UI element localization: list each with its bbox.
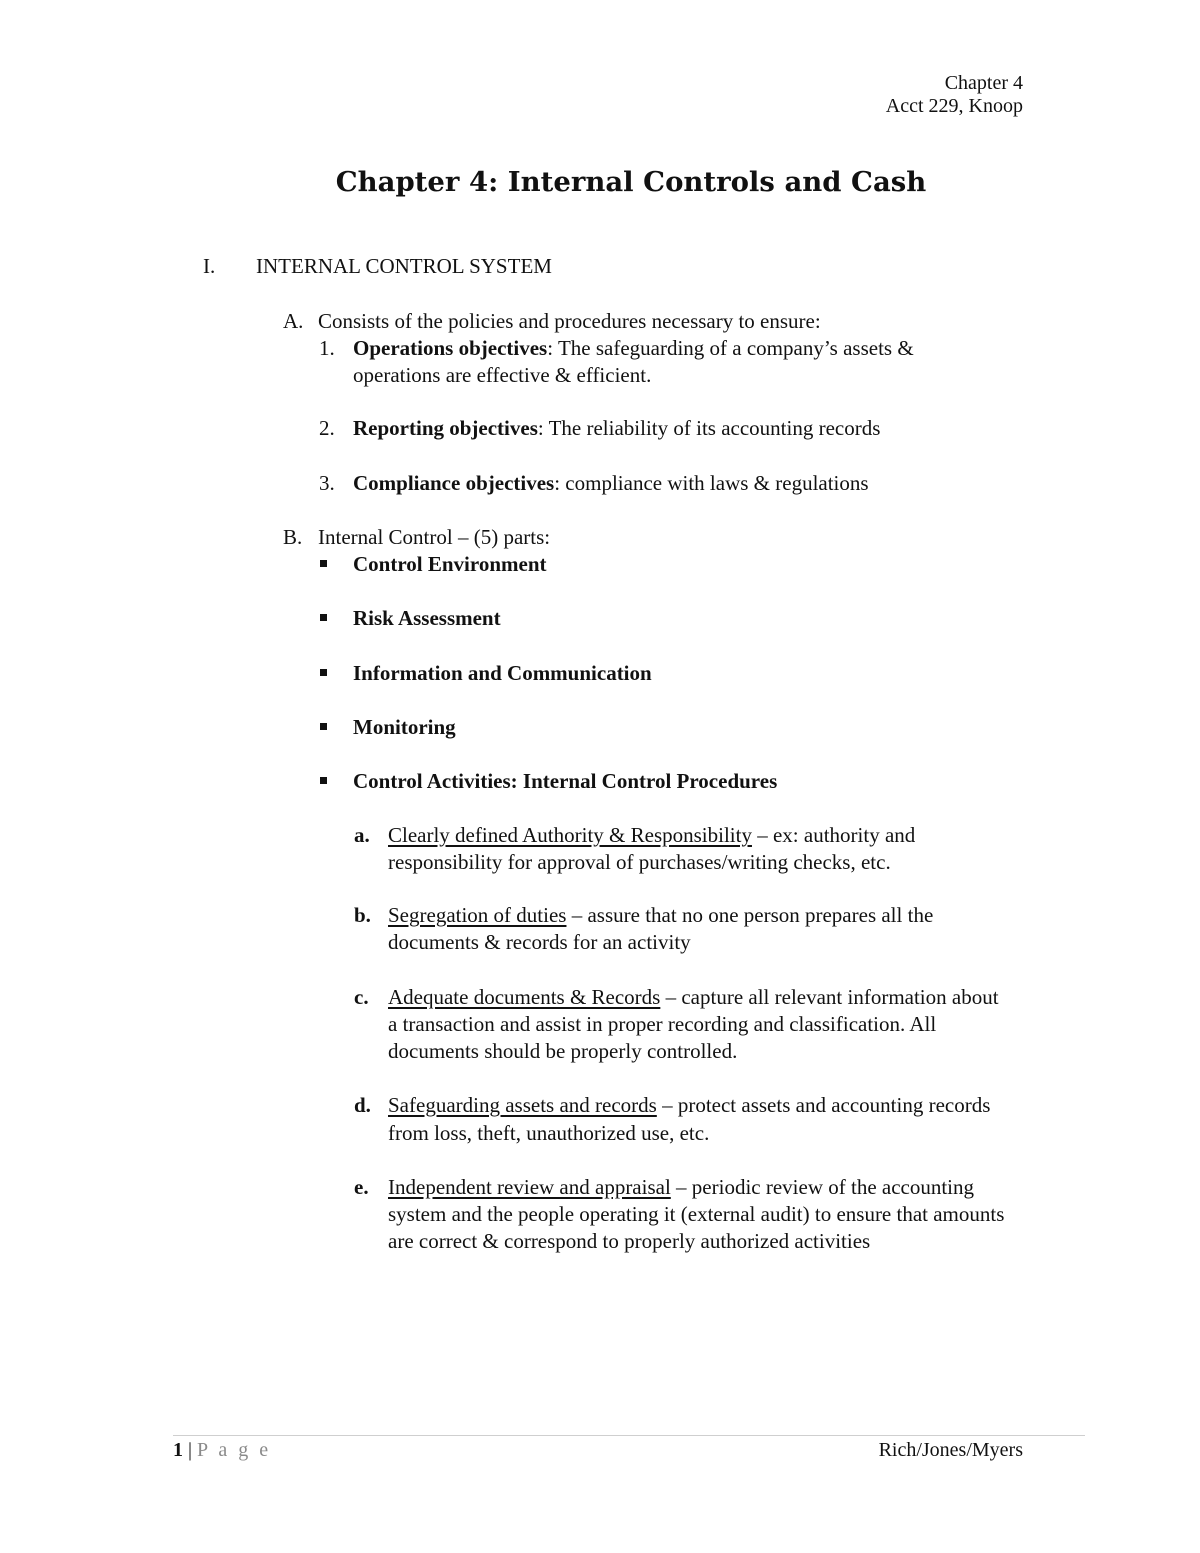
part-a-letter: A.	[283, 309, 304, 333]
procedure-text-cont: documents should be properly controlled.	[388, 1039, 738, 1063]
footer-page	[173, 1438, 271, 1462]
square-bullet-icon	[320, 723, 327, 730]
procedure-text-cont: from loss, theft, unauthorized use, etc.	[388, 1121, 710, 1145]
procedure-letter: e.	[354, 1175, 369, 1199]
procedure-text: – protect assets and accounting records	[656, 1093, 991, 1117]
objective-item	[353, 470, 869, 497]
objective-term: Compliance objectives	[353, 471, 555, 495]
control-part: Risk Assessment	[353, 606, 501, 630]
procedure-text-cont: responsibility for approval of purchases/writing checks, etc.	[388, 850, 891, 874]
procedure-term: Safeguarding assets and records	[388, 1093, 657, 1117]
control-part: Monitoring	[353, 715, 456, 739]
objective-number: 2.	[319, 416, 335, 440]
part-a-intro: Consists of the policies and procedures necessary to ensure:	[318, 309, 821, 333]
procedure-letter: d.	[354, 1093, 371, 1117]
procedure-text: – periodic review of the accounting	[670, 1175, 975, 1199]
header-chapter: Chapter 4	[944, 72, 1023, 94]
page-number: 1	[173, 1439, 183, 1461]
objective-item	[353, 415, 880, 442]
procedure-text: – ex: authority and	[751, 823, 916, 847]
page-title: Chapter 4: Internal Controls and Cash	[335, 166, 927, 198]
control-part: Control Activities: Internal Control Procedures	[353, 769, 778, 793]
objective-text: : compliance with laws & regulations	[554, 471, 869, 495]
procedure-text-cont: a transaction and assist in proper recording and classification. All	[388, 1012, 937, 1036]
section-numeral: I.	[203, 254, 216, 278]
part-b-letter: B.	[283, 525, 303, 549]
objective-item	[353, 335, 914, 362]
procedure-letter: b.	[354, 903, 371, 927]
objective-text: : The reliability of its accounting records	[537, 416, 881, 440]
footer-authors: Rich/Jones/Myers	[878, 1439, 1023, 1461]
objective-term: Reporting objectives	[353, 416, 538, 440]
procedure-term: Independent review and appraisal	[388, 1175, 671, 1199]
footer-divider	[173, 1435, 1085, 1436]
page-separator: |	[183, 1439, 198, 1461]
procedure-item	[388, 1174, 974, 1201]
square-bullet-icon	[320, 614, 327, 621]
procedure-item	[388, 984, 999, 1011]
square-bullet-icon	[320, 777, 327, 784]
objective-text: : The safeguarding of a company’s assets &	[547, 336, 914, 360]
objective-number: 3.	[319, 471, 335, 495]
procedure-text: – assure that no one person prepares all the	[566, 903, 934, 927]
objective-number: 1.	[319, 336, 335, 360]
procedure-letter: c.	[354, 985, 369, 1009]
procedure-item	[388, 1092, 990, 1119]
objective-text-cont: operations are effective & efficient.	[353, 363, 652, 387]
procedure-text-cont: documents & records for an activity	[388, 930, 691, 954]
objective-term: Operations objectives	[353, 336, 548, 360]
procedure-text: – capture all relevant information about	[660, 985, 999, 1009]
procedure-text-cont: are correct & correspond to properly authorized activities	[388, 1229, 871, 1253]
procedure-term: Adequate documents & Records	[388, 985, 661, 1009]
procedure-term: Segregation of duties	[388, 903, 567, 927]
square-bullet-icon	[320, 560, 327, 567]
page-label: P a g e	[197, 1439, 272, 1461]
control-part: Information and Communication	[353, 661, 652, 685]
procedure-letter: a.	[354, 823, 370, 847]
section-heading: INTERNAL CONTROL SYSTEM	[256, 254, 552, 278]
header-course: Acct 229, Knoop	[885, 95, 1023, 117]
procedure-item	[388, 902, 933, 929]
part-b-intro: Internal Control – (5) parts:	[318, 525, 551, 549]
control-part: Control Environment	[353, 552, 547, 576]
procedure-text-cont: system and the people operating it (external audit) to ensure that amounts	[388, 1202, 1005, 1226]
procedure-term: Clearly defined Authority & Responsibility	[388, 823, 752, 847]
procedure-item	[388, 822, 915, 849]
square-bullet-icon	[320, 669, 327, 676]
